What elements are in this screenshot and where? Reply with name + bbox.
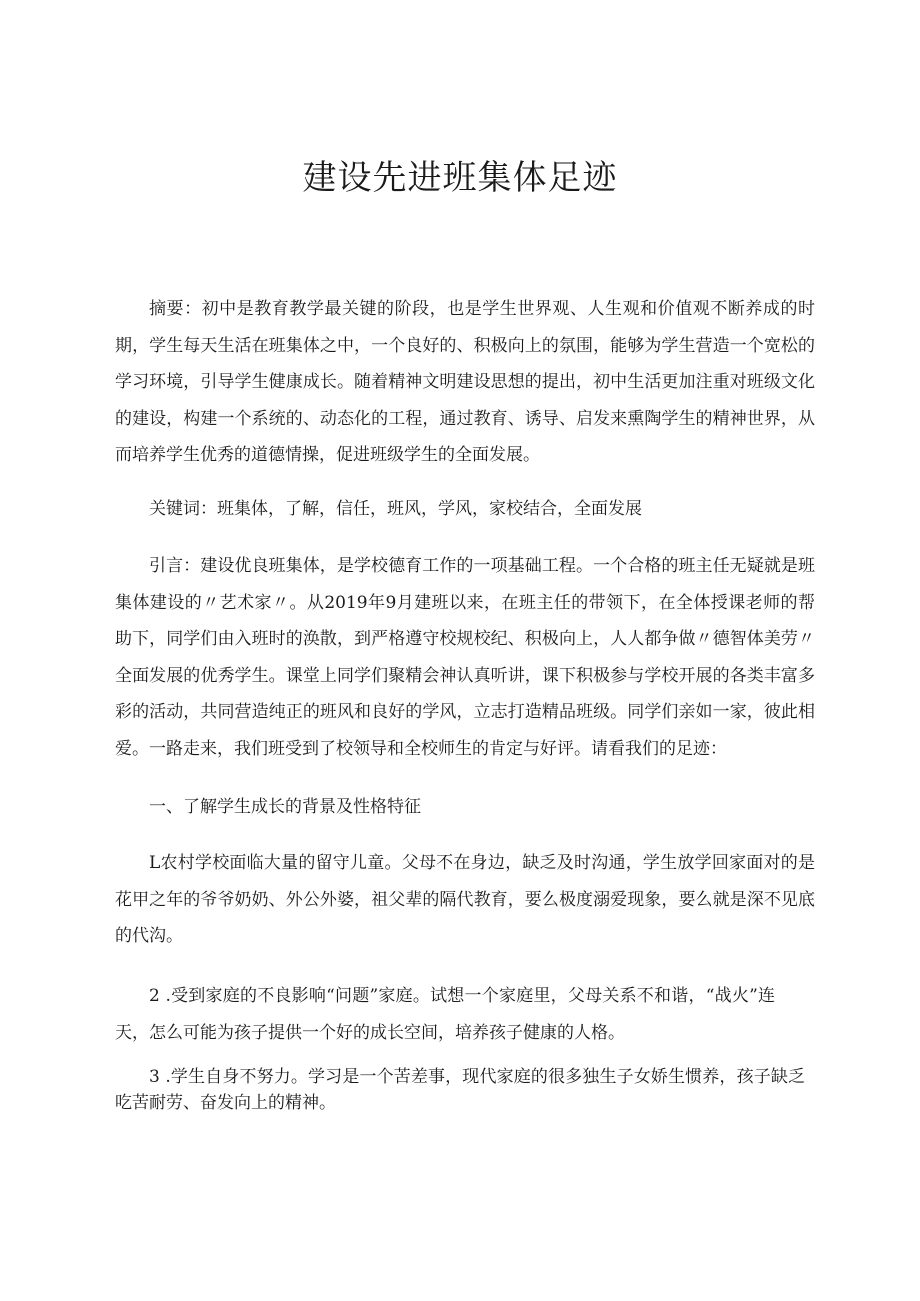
introduction-paragraph: 引言：建设优良班集体，是学校德育工作的一项基础工程。一个合格的班主任无疑就是班集体建设的〃艺术家〃。从2019年9月建班以来，在班主任的带领下，在全体授课老师的帮助下，同学们由入班时的涣散，到严格遵守校规校纪、积极向上，人人都争做〃德智体美劳〃全面发展的优秀学生。课堂上同学们聚精会神认真听讲，课下积极参与学校开展的各类丰富多彩的活动，共同营造纯正的班风和良好的学风，立志打造精品班级。同学们亲如一家，彼此相爱。一路走来，我们班受到了校领导和全校师生的肯定与好评。请看我们的足迹：: [115, 556, 815, 759]
list-item-3: 3 .学生自身不努力。学习是一个苦差事，现代家庭的很多独生子女娇生惯养，孩子缺乏吃苦耐劳、奋发向上的精神。: [115, 1067, 805, 1113]
list-item-1: L农村学校面临大量的留守儿童。父母不在身边，缺乏及时沟通，学生放学回家面对的是花甲之年的爷爷奶奶、外公外婆，祖父辈的隔代教育，要么极度溺爱现象，要么就是深不见底的代沟。: [115, 853, 815, 946]
document-title: 建设先进班集体足迹: [302, 158, 618, 198]
keywords-paragraph: 关键词：班集体，了解，信任，班风，学风，家校结合，全面发展: [149, 499, 642, 519]
list-item-2: 2 .受到家庭的不良影响“问题”家庭。试想一个家庭里，父母关系不和谐，“战火”连天，怎么可能为孩子提供一个好的成长空间，培养孩子健康的人格。: [115, 986, 775, 1043]
section-heading: 一、了解学生成长的背景及性格特征: [149, 797, 421, 817]
abstract-paragraph: 摘要：初中是教育教学最关键的阶段，也是学生世界观、人生观和价值观不断养成的时期，学生每天生活在班集体之中，一个良好的、积极向上的氛围，能够为学生营造一个宽松的学习环境，引导学生健康成长。随着精神文明建设思想的提出，初中生活更加注重对班级文化的建设，构建一个系统的、动态化的工程，通过教育、诱导、启发来熏陶学生的精神世界，从而培养学生优秀的道德情操，促进班级学生的全面发展。: [115, 299, 815, 465]
